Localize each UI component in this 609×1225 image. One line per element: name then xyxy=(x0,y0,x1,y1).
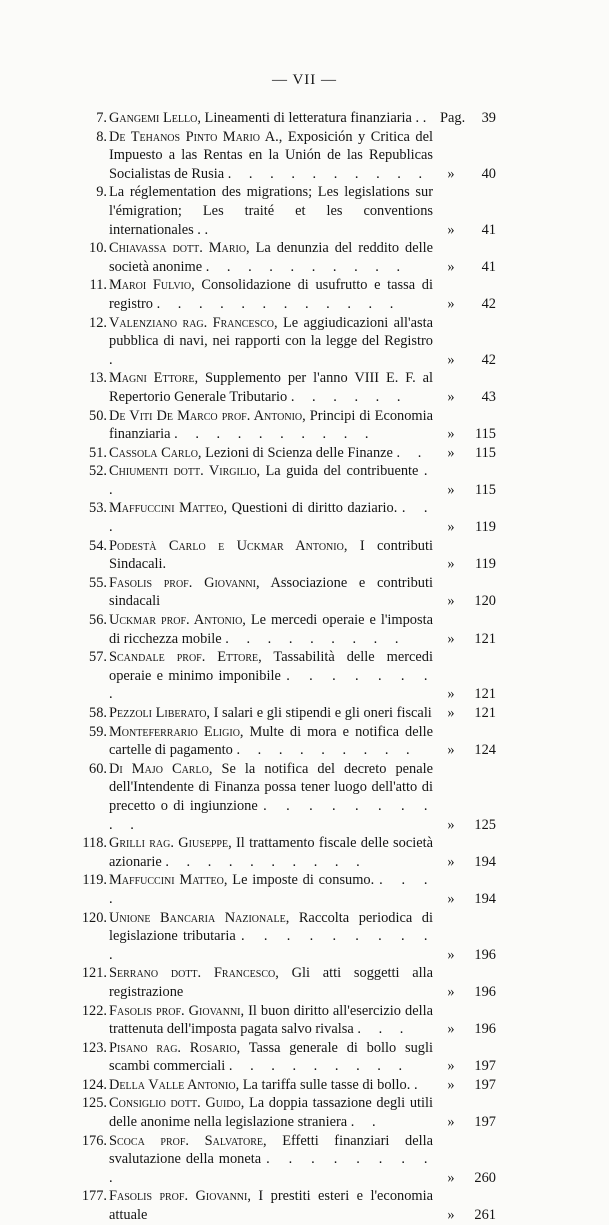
toc-entry xyxy=(76,871,496,908)
page-ref xyxy=(436,592,496,611)
toc-entry xyxy=(76,1132,496,1188)
page-marker: » xyxy=(447,388,455,405)
entry-text xyxy=(109,537,433,574)
entry-text xyxy=(109,407,433,444)
entry-author: Unione Bancaria Nazionale xyxy=(109,909,286,926)
page-marker: » xyxy=(447,351,455,368)
toc-entry xyxy=(76,909,496,965)
page-marker: » xyxy=(447,1021,455,1038)
entry-number: 50. xyxy=(89,407,107,424)
entry-text xyxy=(109,611,433,648)
entry-title: , Principi di Economia finanziaria xyxy=(109,407,433,443)
page-ref xyxy=(436,983,496,1002)
page-marker: » xyxy=(447,1207,455,1224)
toc-entry xyxy=(76,1039,496,1076)
toc-entry xyxy=(76,407,496,444)
entry-author: Di Majo Carlo xyxy=(109,760,209,777)
page-ref xyxy=(436,109,496,128)
entry-author: Magni Ettore xyxy=(109,370,195,387)
entry-number: 177. xyxy=(81,1188,107,1205)
toc-entry xyxy=(76,1002,496,1039)
entry-title: , Raccolta periodica di legislazione tributaria xyxy=(109,909,433,945)
page-marker: » xyxy=(447,556,455,573)
entry-author: Podestà Carlo e Uckmar Antonio xyxy=(109,537,344,554)
entry-number: 12. xyxy=(89,314,107,331)
page-number: 115 xyxy=(474,481,496,498)
page-ref xyxy=(436,1206,496,1225)
entry-title: La réglementation des migrations; Les legislations sur l'émigration; Les traité et les conventions internationales . xyxy=(109,184,433,238)
entry-text xyxy=(109,1132,433,1188)
entry-title: , Le mercedi operaie e l'imposta di ricchezza mobile xyxy=(109,612,433,647)
entry-author: De Viti De Marco prof. Antonio xyxy=(109,407,303,424)
page-ref xyxy=(436,1169,496,1188)
entry-number: 9. xyxy=(96,184,107,201)
toc-entry xyxy=(76,611,496,648)
entry-text xyxy=(109,909,433,965)
dot-leader: . . . xyxy=(109,500,433,536)
toc-entry xyxy=(76,128,496,184)
dot-leader: . . . . . . . . . . xyxy=(174,426,374,443)
page-number: 39 xyxy=(481,110,496,126)
page-ref xyxy=(436,555,496,574)
page-number: 115 xyxy=(474,444,496,461)
dot-leader: . xyxy=(109,351,119,368)
entry-number: 59. xyxy=(89,723,107,740)
page-ref xyxy=(436,1020,496,1039)
entry-text xyxy=(109,834,433,871)
page-marker: » xyxy=(447,444,455,461)
entry-title: , La tariffa sulle tasse di bollo. xyxy=(235,1076,411,1093)
page-marker: » xyxy=(447,853,455,870)
entry-number: 122. xyxy=(81,1002,107,1019)
dot-leader: . . xyxy=(396,444,427,461)
page-marker: » xyxy=(447,481,455,498)
entry-title: , Tassabilità delle mercedi operaie e minimo imponibile xyxy=(109,649,433,684)
page-ref xyxy=(436,295,496,314)
dot-leader: . . xyxy=(109,463,433,498)
page-number: 41 xyxy=(481,258,496,275)
entry-text xyxy=(109,499,433,536)
page-ref xyxy=(436,1113,496,1132)
dot-leader: . . . . . . . . . . xyxy=(227,165,428,182)
entry-text xyxy=(109,444,433,463)
page-marker: » xyxy=(447,221,455,238)
entry-text xyxy=(109,276,433,313)
page-ref xyxy=(436,518,496,537)
entry-text xyxy=(109,1187,433,1224)
toc-entry xyxy=(76,723,496,760)
page-marker: » xyxy=(447,686,455,703)
page-ref xyxy=(436,221,496,240)
toc-entry xyxy=(76,964,496,1001)
entry-title: , I salari e gli stipendi e gli oneri fiscali xyxy=(206,705,432,721)
toc-entry xyxy=(76,109,496,128)
page-number: 196 xyxy=(474,946,496,963)
page-marker: » xyxy=(447,426,455,443)
toc-entry xyxy=(76,574,496,611)
dot-leader: . . . . . . . . . xyxy=(228,1058,408,1075)
entry-number: 58. xyxy=(89,705,107,721)
table-of-contents xyxy=(76,109,496,1225)
page-marker: » xyxy=(447,816,455,833)
toc-entry xyxy=(76,499,496,536)
toc-entry xyxy=(76,537,496,574)
page-marker: » xyxy=(447,1114,455,1131)
page-ref xyxy=(436,816,496,835)
dot-leader: . xyxy=(413,1076,424,1093)
entry-author: Maroi Fulvio xyxy=(109,277,192,294)
entry-text xyxy=(109,1094,433,1131)
page-ref xyxy=(436,853,496,872)
entry-title: , La denunzia del reddito delle società anonime xyxy=(109,240,433,275)
dot-leader: . . . . . . . . . xyxy=(225,630,404,647)
entry-text xyxy=(109,1039,433,1076)
page-number: 194 xyxy=(474,890,496,907)
toc-entry xyxy=(76,183,496,239)
entry-author: Grilli rag. Giuseppe xyxy=(109,835,229,852)
page-marker: » xyxy=(447,742,455,759)
page-number: 260 xyxy=(474,1169,496,1186)
page-marker: » xyxy=(447,630,455,647)
toc-entry xyxy=(76,760,496,834)
entry-title: , Lineamenti di letteratura finanziaria . xyxy=(197,110,420,126)
entry-number: 119. xyxy=(82,872,107,889)
toc-entry xyxy=(76,314,496,370)
page-number: 196 xyxy=(474,983,496,1000)
entry-author: Scoca prof. Salvatore xyxy=(109,1132,263,1149)
entry-number: 125. xyxy=(81,1095,107,1112)
toc-entry xyxy=(76,704,496,723)
entry-text xyxy=(109,1002,433,1039)
entry-number: 8. xyxy=(96,128,107,145)
dot-leader: . . . xyxy=(357,1021,409,1038)
entry-title: , Tassa generale di bollo sugli scambi commerciali xyxy=(109,1039,433,1075)
page-ref xyxy=(436,704,496,723)
page-number: 196 xyxy=(474,1021,496,1038)
entry-author: Scandale prof. Ettore xyxy=(109,649,259,666)
page-ref xyxy=(436,351,496,370)
page-ref xyxy=(436,685,496,704)
page-number: 119 xyxy=(474,519,496,536)
page-number: 197 xyxy=(474,1058,496,1075)
page-marker: » xyxy=(447,165,455,182)
page-marker: » xyxy=(447,1169,455,1186)
entry-number: 56. xyxy=(89,612,107,629)
entry-number: 51. xyxy=(89,444,107,461)
page-marker: » xyxy=(447,890,455,907)
toc-entry xyxy=(76,834,496,871)
entry-author: Serrano dott. Francesco xyxy=(109,965,276,982)
entry-title: , La guida del contribuente xyxy=(256,463,419,480)
entry-text xyxy=(109,648,433,704)
page-ref xyxy=(436,165,496,184)
entry-author: Cassola Carlo xyxy=(109,444,198,461)
entry-author: Della Valle Antonio xyxy=(109,1076,236,1093)
entry-title: , Effetti finanziari della svalutazione della moneta xyxy=(109,1132,433,1168)
page-number: 43 xyxy=(481,388,496,405)
entry-author: Valenziano rag. Francesco xyxy=(109,314,274,331)
entry-author: Consiglio dott. Guido xyxy=(109,1095,241,1112)
entry-number: 60. xyxy=(89,760,107,777)
page-number: 42 xyxy=(481,351,496,368)
toc-entry xyxy=(76,1076,496,1095)
entry-text xyxy=(109,314,433,370)
page-ref xyxy=(436,630,496,649)
entry-text xyxy=(109,128,433,184)
entry-author: Chiumenti dott. Virgilio xyxy=(109,463,257,480)
page-marker: » xyxy=(447,593,455,610)
page-ref xyxy=(436,425,496,444)
page-header: — VII — xyxy=(271,72,338,88)
page-number: 197 xyxy=(474,1114,496,1131)
page-number: 121 xyxy=(474,686,496,703)
page-number: 42 xyxy=(481,295,496,312)
page-ref xyxy=(436,481,496,500)
entry-number: 118. xyxy=(82,835,107,852)
entry-author: Fasolis prof. Giovanni xyxy=(109,1188,248,1205)
page-marker: » xyxy=(447,1076,455,1093)
page-ref xyxy=(436,890,496,909)
entry-text xyxy=(109,871,433,908)
entry-number: 55. xyxy=(89,574,107,591)
dot-leader: . . . . . . . . . . xyxy=(109,928,433,963)
entry-author: Chiavassa dott. Mario xyxy=(109,240,247,257)
entry-title: , Le imposte di consumo. xyxy=(223,872,375,889)
dot-leader: . . . . . . . . xyxy=(109,667,433,703)
dot-leader: . . . . xyxy=(109,872,433,907)
entry-author: Pisano rag. Rosario xyxy=(109,1039,237,1056)
entry-author: Maffuccini Matteo xyxy=(109,500,224,517)
dot-leader: . . . . . . . . . xyxy=(109,1151,433,1186)
entry-title: , I prestiti esteri e l'economia attuale xyxy=(109,1188,433,1224)
page-number: 119 xyxy=(474,556,496,573)
dot-leader: . xyxy=(204,221,214,238)
dot-leader: . . xyxy=(350,1114,382,1131)
page-marker: » xyxy=(447,295,455,312)
page-marker: » xyxy=(447,705,455,721)
entry-title: , I contributi Sindacali. xyxy=(109,537,433,573)
page-number: 124 xyxy=(474,742,496,759)
entry-author: Pezzoli Liberato xyxy=(109,705,207,721)
page-ref xyxy=(436,946,496,965)
toc-entry xyxy=(76,276,496,313)
entry-author: Uckmar prof. Antonio xyxy=(109,612,243,629)
entry-title: , Gli atti soggetti alla registrazione xyxy=(109,965,433,1000)
page-marker: » xyxy=(447,983,455,1000)
page-marker: » xyxy=(447,258,455,275)
entry-number: 10. xyxy=(89,240,107,257)
toc-entry xyxy=(76,462,496,499)
entry-title: , Questioni di diritto daziario. xyxy=(223,500,398,517)
page-number: 197 xyxy=(474,1076,496,1093)
entry-text xyxy=(109,183,433,239)
entry-title: , Se la notifica del decreto penale dell'Intendente di Finanza possa tener luogo dell'atto di precetto o di ingiunzione xyxy=(109,760,433,814)
entry-number: 121. xyxy=(81,965,107,982)
page-number: 194 xyxy=(474,853,496,870)
toc-entry xyxy=(76,1187,496,1224)
page-number: 121 xyxy=(474,630,496,647)
entry-title: , Supplemento per l'anno VIII E. F. al Repertorio Generale Tributario xyxy=(109,370,433,405)
page-number: 41 xyxy=(481,221,496,238)
toc-entry xyxy=(76,1094,496,1131)
dot-leader: . . . . . . . . . xyxy=(236,742,416,759)
entry-text xyxy=(109,723,433,760)
page-number: 121 xyxy=(474,705,496,721)
page-ref xyxy=(436,388,496,407)
toc-entry xyxy=(76,648,496,704)
toc-entry xyxy=(76,444,496,463)
entry-title: , La doppia tassazione degli utili delle anonime nella legislazione straniera xyxy=(109,1095,434,1131)
toc-entry xyxy=(76,239,496,276)
entry-number: 124. xyxy=(81,1076,107,1093)
entry-text xyxy=(109,964,433,1001)
dot-leader: . xyxy=(422,110,432,126)
entry-author: Maffuccini Matteo xyxy=(109,872,224,889)
entry-title: , Associazione e contributi sindacali xyxy=(109,574,433,610)
entry-text xyxy=(109,574,433,611)
entry-text xyxy=(109,369,433,406)
page-number: 261 xyxy=(474,1207,496,1224)
entry-title: , Consolidazione di usufrutto e tassa di registro xyxy=(109,277,433,312)
dot-leader: . . . . . . . . . . xyxy=(205,258,406,275)
page-marker: » xyxy=(447,946,455,963)
entry-title: , Le aggiudicazioni all'asta pubblica di navi, nei rapporti con la legge del Registro xyxy=(109,314,433,350)
page-ref xyxy=(436,258,496,277)
entry-author: Monteferrario Eligio xyxy=(109,723,240,740)
entry-number: 7. xyxy=(96,110,107,126)
page-marker: Pag. xyxy=(440,110,466,126)
entry-title: , Multe di mora e notifica delle cartelle di pagamento xyxy=(109,723,433,759)
page-number: 115 xyxy=(474,426,496,443)
entry-number: 11. xyxy=(89,277,107,294)
entry-text xyxy=(109,109,433,128)
entry-number: 53. xyxy=(89,500,107,517)
entry-author: Fasolis prof. Giovanni xyxy=(109,574,256,591)
dot-leader: . . . . . . . . . . . . xyxy=(156,295,399,312)
entry-title: , Il buon diritto all'esercizio della trattenuta dell'imposta pagata salvo rivalsa xyxy=(109,1002,433,1038)
entry-number: 57. xyxy=(89,649,107,666)
entry-text xyxy=(109,239,433,276)
page-ref xyxy=(436,1057,496,1076)
page-number: 120 xyxy=(474,593,496,610)
dot-leader: . . . . . . xyxy=(290,388,406,405)
dot-leader: . . . . . . . . . . xyxy=(165,853,366,870)
page-marker: » xyxy=(447,519,455,536)
entry-number: 176. xyxy=(81,1132,107,1149)
entry-text xyxy=(109,1076,433,1095)
entry-author: Gangemi Lello xyxy=(109,110,198,126)
entry-number: 52. xyxy=(89,463,107,480)
page-ref xyxy=(436,1076,496,1095)
entry-text xyxy=(109,760,433,834)
entry-number: 13. xyxy=(89,370,107,387)
entry-title: , Exposición y Critica del Impuesto a las Rentas en la Unión de las Republicas Socialistas de Rusia xyxy=(109,128,433,182)
entry-title: , Lezioni di Scienza delle Finanze xyxy=(197,444,393,461)
entry-author: De Tehanos Pinto Mario A. xyxy=(109,128,279,145)
page-marker: » xyxy=(447,1058,455,1075)
entry-number: 123. xyxy=(81,1039,107,1056)
page-ref xyxy=(436,741,496,760)
dot-leader: . . . . . . . . . . xyxy=(109,797,434,833)
entry-number: 54. xyxy=(89,537,107,554)
page-number: 40 xyxy=(481,165,496,182)
entry-text xyxy=(109,462,433,499)
entry-author: Fasolis prof. Giovanni xyxy=(109,1002,241,1019)
entry-number: 120. xyxy=(81,909,107,926)
page-number: 125 xyxy=(474,816,496,833)
entry-title: , Il trattamento fiscale delle società azionarie xyxy=(109,835,433,870)
toc-entry xyxy=(76,369,496,406)
page-ref xyxy=(436,444,496,463)
entry-text xyxy=(109,704,433,723)
